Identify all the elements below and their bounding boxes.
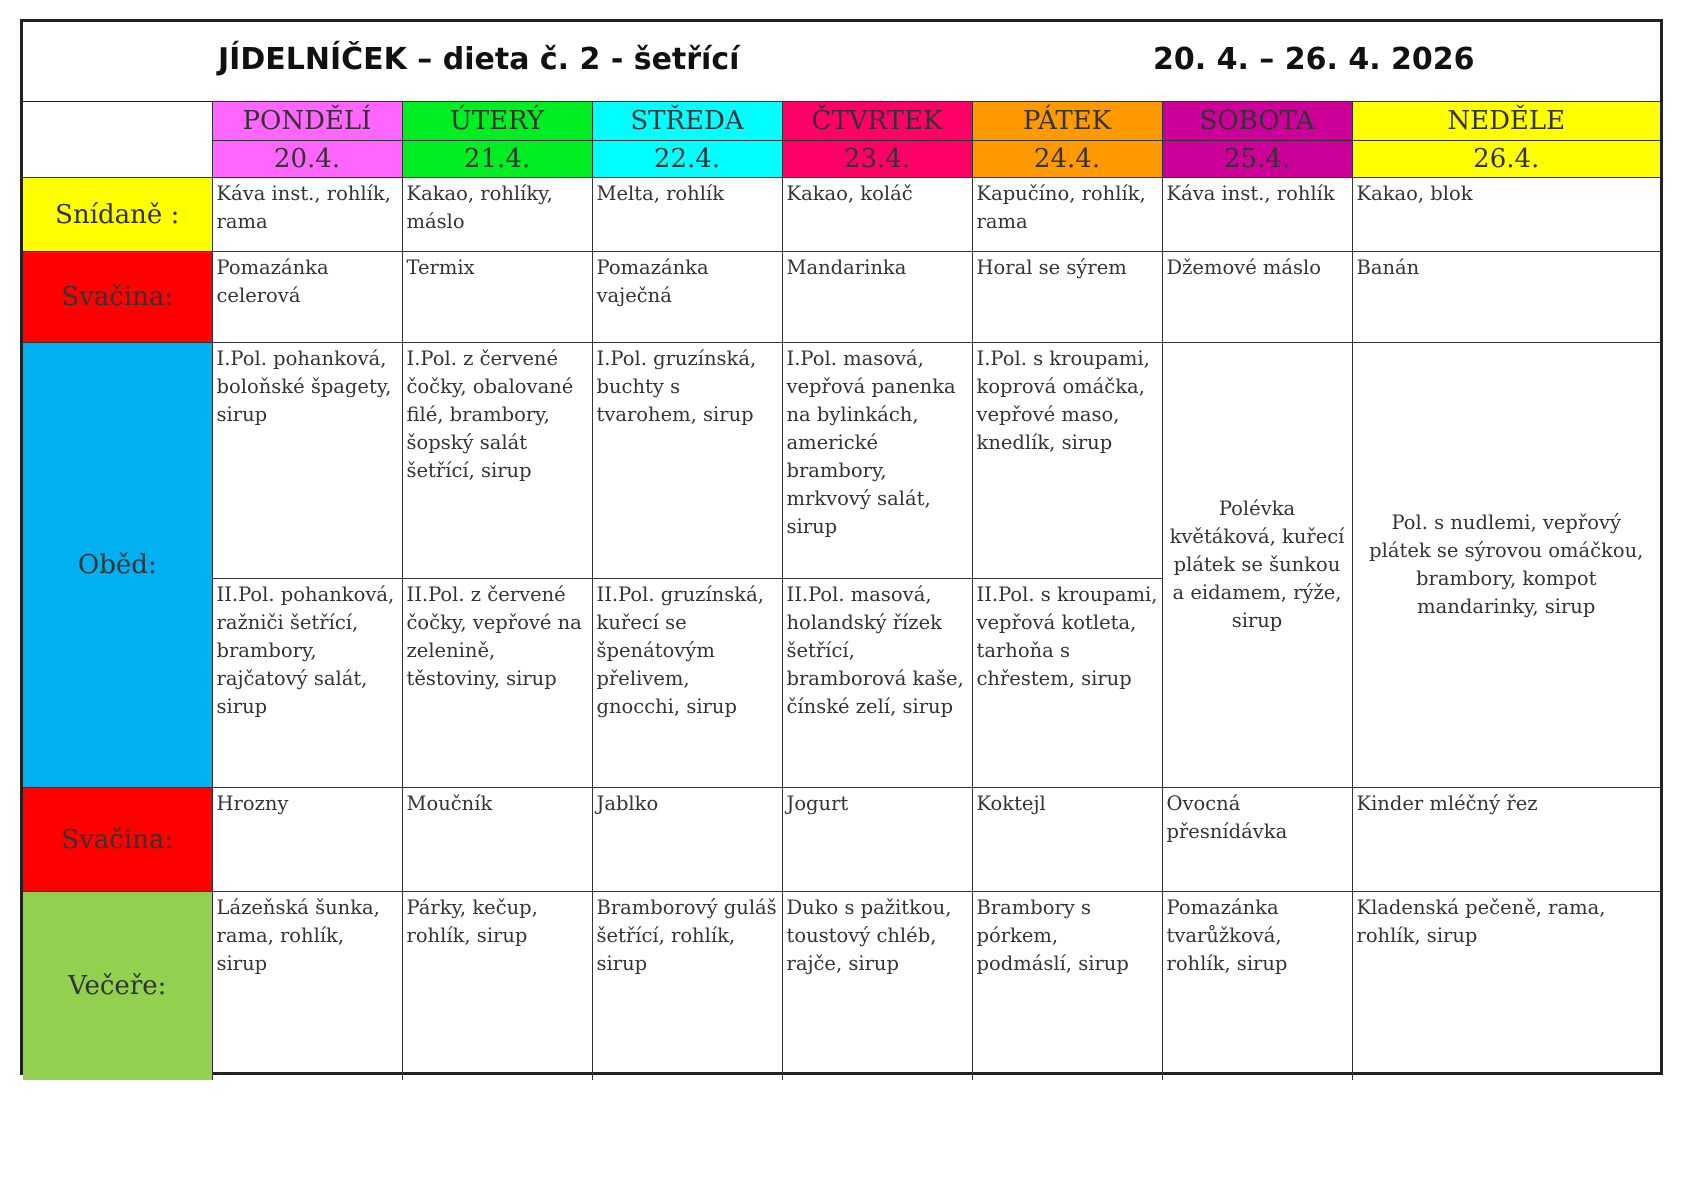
snack2-row [23, 788, 1660, 892]
menu-cell: Koktejl [972, 788, 1162, 892]
menu-cell: Džemové máslo [1162, 252, 1352, 343]
day-name-cell: ČTVRTEK [782, 102, 972, 141]
page-title: JÍDELNÍČEK – dieta č. 2 - šetřící [218, 42, 740, 77]
day-date-cell: 22.4. [592, 141, 782, 178]
menu-cell: Pomazánka vaječná [592, 252, 782, 343]
day-name-cell: PÁTEK [972, 102, 1162, 141]
menu-cell: II.Pol. masová, holandský řízek šetřící, bramborová kaše, čínské zelí, sirup [782, 579, 972, 788]
menu-cell: Banán [1352, 252, 1660, 343]
menu-cell: II.Pol. z červené čočky, vepřové na zelenině, těstoviny, sirup [402, 579, 592, 788]
day-name-row [23, 102, 1660, 141]
menu-cell: Jogurt [782, 788, 972, 892]
menu-cell: Kakao, blok [1352, 178, 1660, 252]
corner-cell [23, 102, 212, 178]
menu-cell: Pomazánka celerová [212, 252, 402, 343]
day-name-cell: STŘEDA [592, 102, 782, 141]
day-name-cell: NEDĚLE [1352, 102, 1660, 141]
menu-cell: Ovocná přesnídávka [1162, 788, 1352, 892]
day-name-cell: PONDĚLÍ [212, 102, 402, 141]
menu-cell: Kapučíno, rohlík, rama [972, 178, 1162, 252]
menu-cell: Lázeňská šunka, rama, rohlík, sirup [212, 892, 402, 1080]
menu-cell: II.Pol. pohanková, ražniči šetřící, brambory, rajčatový salát, sirup [212, 579, 402, 788]
meal-label-breakfast: Snídaně : [23, 178, 212, 252]
menu-cell: Káva inst., rohlík, rama [212, 178, 402, 252]
day-name-cell: SOBOTA [1162, 102, 1352, 141]
menu-cell: Kladenská pečeně, rama, rohlík, sirup [1352, 892, 1660, 1080]
menu-cell: II.Pol. s kroupami, vepřová kotleta, tarhoňa s chřestem, sirup [972, 579, 1162, 788]
menu-cell: I.Pol. pohanková, boloňské špagety, sirup [212, 343, 402, 579]
lunch-row-i [23, 343, 1660, 579]
day-date-cell: 23.4. [782, 141, 972, 178]
menu-cell: Káva inst., rohlík [1162, 178, 1352, 252]
menu-cell: Brambory s pórkem, podmáslí, sirup [972, 892, 1162, 1080]
menu-cell: Kinder mléčný řez [1352, 788, 1660, 892]
snack1-row [23, 252, 1660, 343]
day-date-cell: 26.4. [1352, 141, 1660, 178]
menu-cell: Horal se sýrem [972, 252, 1162, 343]
meal-label-snack-morning: Svačina: [23, 252, 212, 343]
menu-cell: Mandarinka [782, 252, 972, 343]
menu-frame [20, 19, 1663, 1075]
menu-cell: Melta, rohlík [592, 178, 782, 252]
day-name-cell: ÚTERÝ [402, 102, 592, 141]
day-date-cell: 24.4. [972, 141, 1162, 178]
menu-cell: Jablko [592, 788, 782, 892]
menu-cell: Bramborový guláš šetřící, rohlík, sirup [592, 892, 782, 1080]
day-date-cell: 21.4. [402, 141, 592, 178]
menu-cell: Polévka květáková, kuřecí plátek se šunkou a eidamem, rýže, sirup [1162, 343, 1352, 788]
day-date-cell: 25.4. [1162, 141, 1352, 178]
menu-cell: Termix [402, 252, 592, 343]
menu-cell: Pol. s nudlemi, vepřový plátek se sýrovou omáčkou, brambory, kompot mandarinky, sirup [1352, 343, 1660, 788]
menu-cell: Kakao, rohlíky, máslo [402, 178, 592, 252]
menu-cell: I.Pol. z červené čočky, obalované filé, brambory, šopský salát šetřící, sirup [402, 343, 592, 579]
menu-cell: Pomazánka tvarůžková, rohlík, sirup [1162, 892, 1352, 1080]
title-row [23, 22, 1660, 102]
breakfast-row [23, 178, 1660, 252]
menu-cell: Duko s pažitkou, toustový chléb, rajče, sirup [782, 892, 972, 1080]
date-range: 20. 4. – 26. 4. 2026 [1153, 42, 1475, 77]
day-date-row [23, 141, 1660, 178]
menu-cell: Kakao, koláč [782, 178, 972, 252]
meal-label-lunch: Oběd: [23, 343, 212, 788]
meal-label-snack-afternoon: Svačina: [23, 788, 212, 892]
menu-cell: Moučník [402, 788, 592, 892]
menu-table [23, 101, 1660, 1080]
menu-cell: I.Pol. masová, vepřová panenka na bylinkách, americké brambory, mrkvový salát, sirup [782, 343, 972, 579]
menu-cell: I.Pol. gruzínská, buchty s tvarohem, sirup [592, 343, 782, 579]
menu-cell: II.Pol. gruzínská, kuřecí se špenátovým přelivem, gnocchi, sirup [592, 579, 782, 788]
menu-cell: Hrozny [212, 788, 402, 892]
menu-cell: Párky, kečup, rohlík, sirup [402, 892, 592, 1080]
menu-cell: I.Pol. s kroupami, koprová omáčka, vepřové maso, knedlík, sirup [972, 343, 1162, 579]
day-date-cell: 20.4. [212, 141, 402, 178]
dinner-row [23, 892, 1660, 1080]
meal-label-dinner: Večeře: [23, 892, 212, 1080]
